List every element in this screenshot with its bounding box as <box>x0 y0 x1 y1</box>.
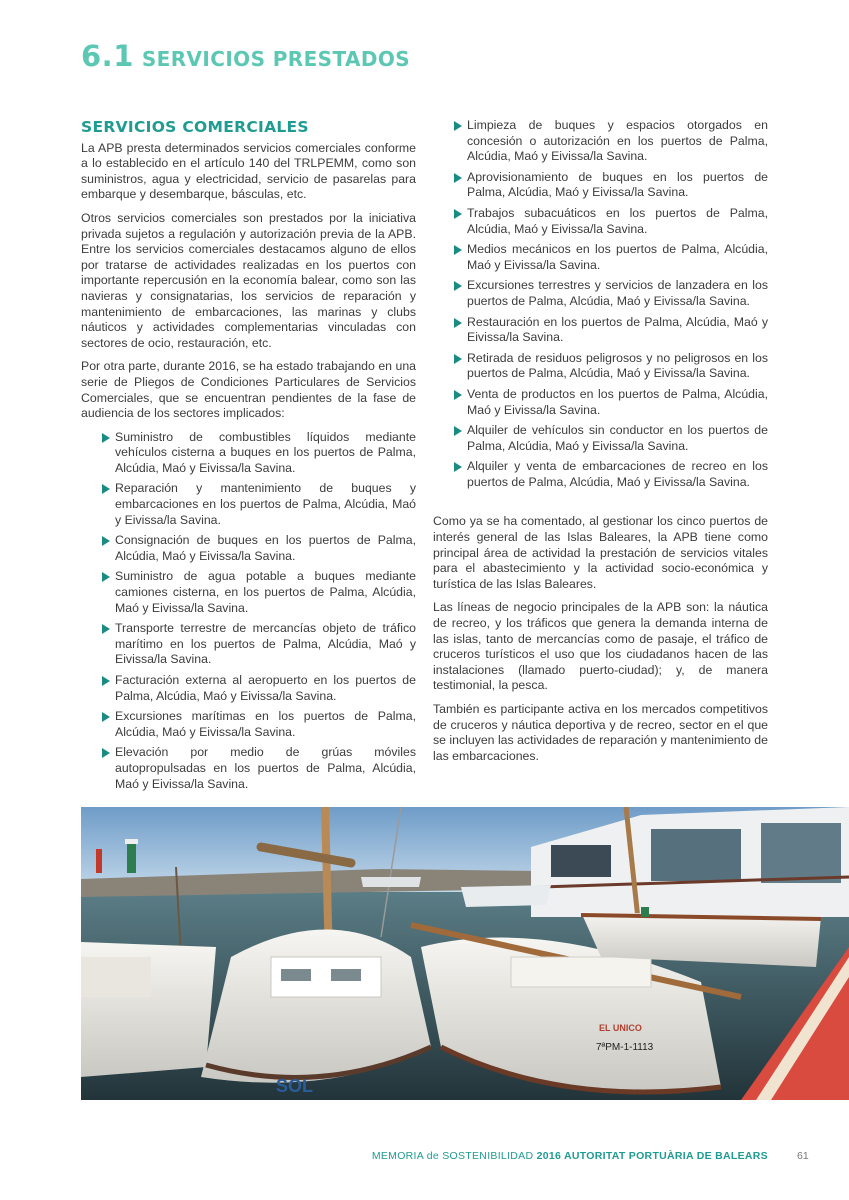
boat-registration: 7ªPM-1-1113 <box>596 1042 654 1053</box>
left-column <box>81 118 416 797</box>
list-item: Suministro de combustibles líquidos mediante vehículos cisterna a buques en los puertos de Palma, Alcúdia, Maó y Eivissa/la Savina. <box>101 430 416 477</box>
bullet-arrow-icon <box>454 121 462 131</box>
bullet-arrow-icon <box>454 354 462 364</box>
harbour-boats-illustration <box>81 807 849 1100</box>
closing-paragraphs <box>433 514 768 764</box>
page-number: 61 <box>797 1150 809 1162</box>
list-item: Facturación externa al aeropuerto en los puertos de Palma, Alcúdia, Maó y Eivissa/la Savina. <box>101 673 416 704</box>
bullet-arrow-icon <box>454 426 462 436</box>
paragraph: Por otra parte, durante 2016, se ha estado trabajando en una serie de Pliegos de Condiciones Particulares de Servicios Comerciales, que se encuentran pendientes de la fase de audiencia de los sectores implicados: <box>81 359 416 421</box>
subsection-heading: SERVICIOS COMERCIALES <box>81 118 309 136</box>
bullet-arrow-icon <box>102 572 110 582</box>
bullet-arrow-icon <box>102 624 110 634</box>
list-item: Alquiler de vehículos sin conductor en los puertos de Palma, Alcúdia, Maó y Eivissa/la Savina. <box>453 423 768 454</box>
list-item: Medios mecánicos en los puertos de Palma, Alcúdia, Maó y Eivissa/la Savina. <box>453 242 768 273</box>
bullet-arrow-icon <box>454 173 462 183</box>
bullet-arrow-icon <box>454 318 462 328</box>
paragraph: La APB presta determinados servicios comerciales conforme a lo establecido en el artículo 140 del TRLPEMM, como son suministros, agua y electricidad, servicio de pasarelas para embarque y desembarque, básculas, etc. <box>81 140 416 202</box>
bullet-arrow-icon <box>454 462 462 472</box>
paragraph: Las líneas de negocio principales de la APB son: la náutica de recreo, y los tráficos que genera la demanda interna de las islas, tanto de mercancías como de pasaje, el tráfico de cruceros turísticos el uso que los ciudadanos hacen de las instalaciones (llamado puerto-ciudad); y, de manera testimonial, la pesca. <box>433 600 768 693</box>
bullet-arrow-icon <box>102 712 110 722</box>
footer-title: 2016 AUTORITAT PORTUÀRIA DE BALEARS <box>536 1150 768 1162</box>
bullet-arrow-icon <box>102 676 110 686</box>
service-list-right <box>453 118 768 490</box>
bullet-arrow-icon <box>454 390 462 400</box>
list-item: Elevación por medio de grúas móviles autopropulsadas en los puertos de Palma, Alcúdia, Maó y Eivissa/la Savina. <box>101 745 416 792</box>
list-item: Limpieza de buques y espacios otorgados en concesión o autorización en los puertos de Palma, Alcúdia, Maó y Eivissa/la Savina. <box>453 118 768 165</box>
list-item: Excursiones marítimas en los puertos de Palma, Alcúdia, Maó y Eivissa/la Savina. <box>101 709 416 740</box>
boat-name-2: EL UNICO <box>599 1023 642 1033</box>
section-number: 6.1 <box>81 39 134 73</box>
list-item: Transporte terrestre de mercancías objeto de tráfico marítimo en los puertos de Palma, Alcúdia, Maó y Eivissa/la Savina. <box>101 621 416 668</box>
bullet-arrow-icon <box>102 536 110 546</box>
bullet-arrow-icon <box>454 209 462 219</box>
list-item: Alquiler y venta de embarcaciones de recreo en los puertos de Palma, Alcúdia, Maó y Eivissa/la Savina. <box>453 459 768 490</box>
paragraph: Otros servicios comerciales son prestados por la iniciativa privada sujetos a regulación y autorización previa de la APB. Entre los servicios comerciales destacamos alguno de ellos por tratarse de actividades realizadas en los puertos con importante repercusión en la economía balear, como son las navieras y consignatarias, los servicios de reparación y mantenimiento de embarcaciones, las marinas y clubs náuticos y actividades complementarias vinculadas con sectores de ocio, restauración, etc. <box>81 210 416 350</box>
list-item: Aprovisionamiento de buques en los puertos de Palma, Alcúdia, Maó y Eivissa/la Savina. <box>453 170 768 201</box>
paragraph: También es participante activa en los mercados competitivos de cruceros y náutica deportiva y de recreo, sector en el que se incluyen las actividades de reparación y mantenimiento de las embarcaciones. <box>433 702 768 763</box>
section-title <box>81 36 410 74</box>
list-item: Trabajos subacuáticos en los puertos de Palma, Alcúdia, Maó y Eivissa/la Savina. <box>453 206 768 237</box>
list-item: Consignación de buques en los puertos de Palma, Alcúdia, Maó y Eivissa/la Savina. <box>101 533 416 564</box>
list-item: Suministro de agua potable a buques mediante camiones cisterna, en los puertos de Palma, Alcúdia, Maó y Eivissa/la Savina. <box>101 569 416 616</box>
list-item: Reparación y mantenimiento de buques y embarcaciones en los puertos de Palma, Alcúdia, Maó y Eivissa/la Savina. <box>101 481 416 528</box>
right-column <box>433 118 768 772</box>
list-item: Excursiones terrestres y servicios de lanzadera en los puertos de Palma, Alcúdia, Maó y Eivissa/la Savina. <box>453 278 768 309</box>
section-title-text: SERVICIOS PRESTADOS <box>141 47 411 71</box>
service-list-left <box>101 430 416 792</box>
list-item: Retirada de residuos peligrosos y no peligrosos en los puertos de Palma, Alcúdia, Maó y Eivissa/la Savina. <box>453 351 768 382</box>
bullet-arrow-icon <box>102 748 110 758</box>
bullet-arrow-icon <box>454 245 462 255</box>
paragraph: Como ya se ha comentado, al gestionar los cinco puertos de interés general de las Islas Baleares, la APB tiene como principal área de actividad la prestación de servicios vitales para el abastecimiento y la actividad socio-económica y turística de las Islas Baleares. <box>433 514 768 591</box>
footer-prefix: MEMORIA de SOSTENIBILIDAD <box>371 1150 534 1162</box>
harbour-photo <box>81 807 849 1100</box>
bullet-arrow-icon <box>102 433 110 443</box>
bullet-arrow-icon <box>454 281 462 291</box>
boat-name: SOL <box>276 1076 314 1096</box>
footer <box>300 1150 768 1162</box>
bullet-arrow-icon <box>102 484 110 494</box>
list-item: Venta de productos en los puertos de Palma, Alcúdia, Maó y Eivissa/la Savina. <box>453 387 768 418</box>
list-item: Restauración en los puertos de Palma, Alcúdia, Maó y Eivissa/la Savina. <box>453 315 768 346</box>
